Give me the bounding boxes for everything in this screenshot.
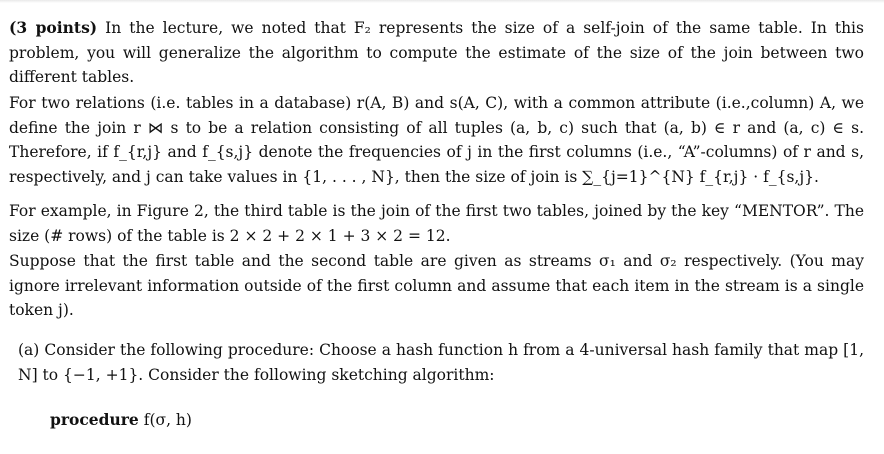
cropped-top-edge xyxy=(0,0,884,3)
example-paragraph xyxy=(9,199,864,248)
join-definition-paragraph xyxy=(9,91,864,189)
problem-intro-paragraph xyxy=(9,16,864,90)
procedure-keyword: procedure xyxy=(50,410,139,429)
example-text: For example, in Figure 2, the third table is the join of the first two tables, joined by the key “MENTOR”. The size (# rows) of the table is 2 × 2 + 2 × 1 + 3 × 2 = 12. xyxy=(9,202,864,245)
part-a-label: (a) xyxy=(18,341,40,359)
procedure-signature: f(σ, h) xyxy=(143,411,192,429)
intro-text: In the lecture, we noted that F₂ represents the size of a self-join of the same table. In this problem, you will generalize the algorithm to compute the estimate of the size of the join between two different tables. xyxy=(9,19,864,86)
part-a-text: Consider the following procedure: Choose a hash function h from a 4-universal hash family that map [1, N] to {−1, +1}. Consider the following sketching algorithm: xyxy=(18,341,864,384)
streams-text: Suppose that the first table and the second table are given as streams σ₁ and σ₂ respectively. (You may ignore irrelevant information outside of the first column and assume that each item in the stream is a single token j). xyxy=(9,252,864,319)
part-a-item xyxy=(18,338,864,387)
definition-text: For two relations (i.e. tables in a database) r(A, B) and s(A, C), with a common attribute (i.e.,column) A, we define the join r ⋈ s to be a relation consisting of all tuples (a, b, c) such that (a, b) ∈ r and (a, c) ∈ s. Therefore, if f_{r,j} and f_{s,j} denote the frequencies of j in the first columns (i.e., “A”-columns) of r and s, respectively, and j can take values in {1, . . . , N}, then the size of join is ∑_{j=1}^{N} f_{r,j} · f_{s,j}. xyxy=(9,94,864,186)
points-label: (3 points) xyxy=(9,18,98,37)
streams-paragraph xyxy=(9,249,864,323)
procedure-line xyxy=(50,408,192,432)
